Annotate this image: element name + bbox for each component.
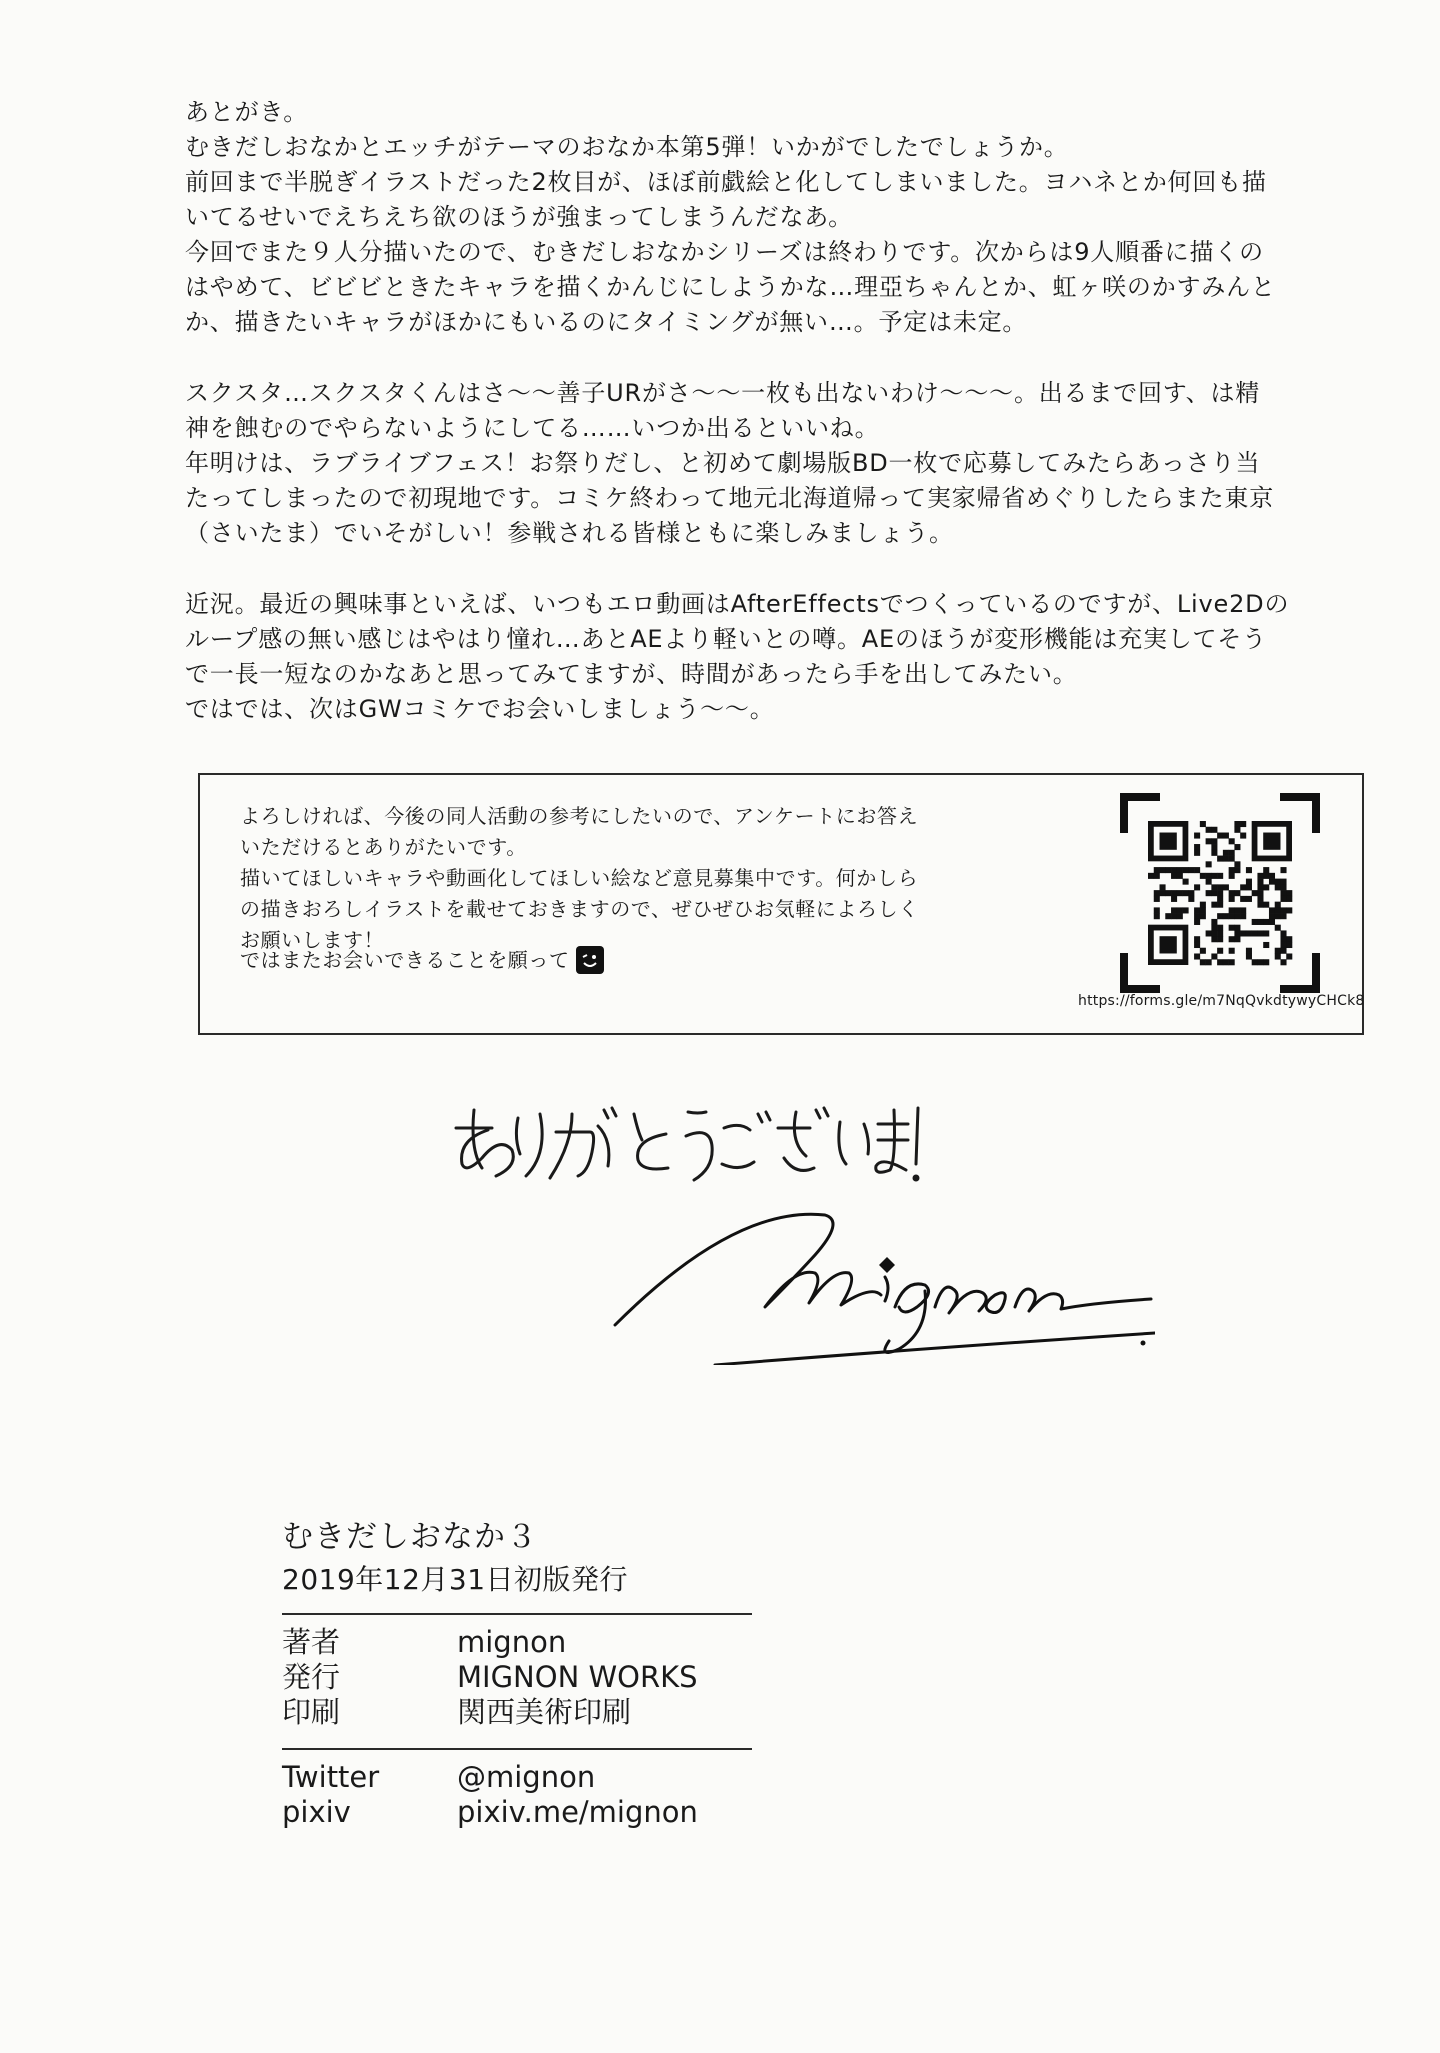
text-line: むきだしおなかとエッチがテーマのおなか本第5弾！いかがでしたでしょうか。 [185,133,1069,161]
survey-line: よろしければ、今後の同人活動の参考にしたいので、アンケートにお答え [240,804,919,828]
twitter-handle: @mignon [457,1760,596,1794]
colophon [282,1515,762,1830]
credit-row [282,1695,762,1730]
text-line: スクスタ…スクスタくんはさ～～善子URがさ～～一枚も出ないわけ～～～。出るまで回す、は精 [185,379,1261,407]
text-line: で一長一短なのかなあと思ってみてますが、時間があったら手を出してみたい。 [185,660,1078,688]
text-line: たってしまったので初現地です。コミケ終わって地元北海道帰って実家帰省めぐりしたらまた東京 [185,484,1275,512]
text-line: いてるせいでえちえち欲のほうが強まってしまうんだなあ。 [185,203,853,231]
survey-closing [240,945,604,975]
afterword-paragraph [185,587,1290,727]
qr-code-icon[interactable] [1120,793,1320,993]
afterword-paragraph [185,376,1275,551]
credit-value: MIGNON WORKS [457,1660,698,1694]
credit-row [282,1625,762,1660]
divider [282,1613,752,1615]
divider [282,1748,752,1750]
closing-text: ではまたお会いできることを願って [240,948,570,972]
text-line: 神を蝕むのでやらないようにしてる……いつか出るといいね。 [185,414,880,442]
credit-label: 著者 [282,1625,341,1659]
survey-box [198,773,1364,1035]
link-row [282,1795,762,1830]
credit-value: mignon [457,1625,567,1659]
text-line: 今回でまた９人分描いたので、むきだしおなかシリーズは終わりです。次からは9人順番に描くの [185,238,1264,266]
credit-label: 印刷 [282,1695,341,1729]
text-line: はやめて、ビビビときたキャラを描くかんじにしようかな…理亞ちゃんとか、虹ヶ咲のかすみんと [185,273,1276,301]
survey-url-link[interactable]: https://forms.gle/m7NqQvkdtywyCHCk8 [1078,993,1365,1009]
handwritten-thanks [448,1088,928,1198]
text-line: か、描きたいキャラがほかにもいるのにタイミングが無い…。予定は未定。 [185,308,1028,336]
text-line: 前回まで半脱ぎイラストだった2枚目が、ほぼ前戯絵と化してしまいました。ヨハネとか何回も描 [185,168,1267,196]
link-label: Twitter [282,1760,380,1794]
text-line: 年明けは、ラブライブフェス！お祭りだし、と初めて劇場版BD一枚で応募してみたらあっさり当 [185,449,1261,477]
survey-line: の描きおろしイラストを載せておきますので、ぜひぜひお気軽によろしく [240,897,919,921]
publication-date: 2019年12月31日初版発行 [282,1563,629,1596]
text-line: 近況。最近の興味事といえば、いつもエロ動画はAfterEffectsでつくっているのですが、Live2Dの [185,590,1290,618]
credit-value: 関西美術印刷 [457,1695,632,1729]
survey-line: お願いします！ [240,928,385,952]
text-line: ループ感の無い感じはやはり憧れ…あとAEより軽いとの噂。AEのほうが変形機能は充実してそう [185,625,1267,653]
handwritten-signature [595,1195,1155,1365]
credit-label: 発行 [282,1660,341,1694]
wink-face-icon [576,946,604,974]
text-line: ではでは、次はGWコミケでお会いしましょう～～。 [185,695,775,723]
afterword-paragraph [185,95,1275,340]
survey-line: 描いてほしいキャラや動画化してほしい絵など意見募集中です。何かしら [240,866,919,890]
text-line: （さいたま）でいそがしい！参戦される皆様ともに楽しみましょう。 [185,519,954,547]
link-label: pixiv [282,1795,351,1829]
survey-line: いただけるとありがたいです。 [240,835,527,859]
survey-text [240,801,1060,956]
pixiv-url: pixiv.me/mignon [457,1795,698,1829]
book-title: むきだしおなか３ [282,1519,538,1555]
text-line: あとがき。 [185,98,309,126]
afterword-body [185,95,1290,763]
credit-row [282,1660,762,1695]
link-row [282,1760,762,1795]
